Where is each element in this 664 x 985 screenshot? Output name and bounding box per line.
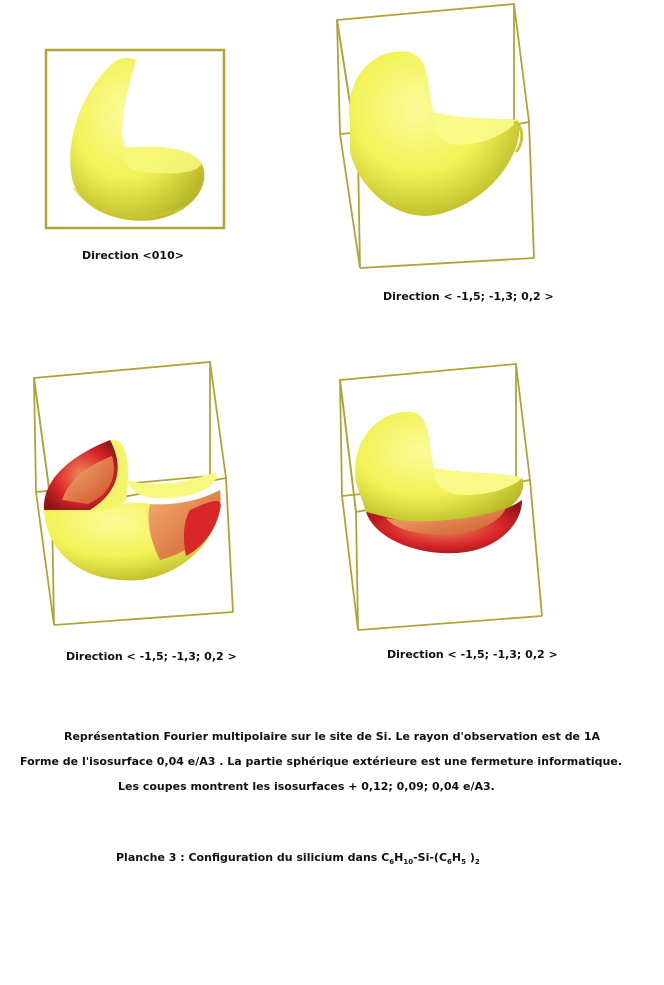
- caption-figure-2: Direction < -1,5; -1,3; 0,2 >: [383, 290, 554, 303]
- caption-figure-1: Direction <010>: [82, 249, 184, 262]
- description-line-3: Les coupes montrent les isosurfaces + 0,12; 0,09; 0,04 e/A3.: [118, 780, 495, 793]
- description-line-1: Représentation Fourier multipolaire sur le site de Si. Le rayon d'observation est de 1A: [64, 730, 601, 743]
- isosurface-shape: [355, 412, 523, 553]
- chemical-formula: $C_6H_{10}-Si-(C_6H_5$ )$_2$: [381, 851, 480, 866]
- description-line-2: Forme de l'isosurface 0,04 e/A3 . La partie sphérique extérieure est une fermeture informatique.: [20, 755, 623, 768]
- figure-direction-oblique-3: [336, 362, 546, 632]
- figure-direction-oblique-1: [330, 2, 545, 274]
- isosurface-shape: [70, 58, 204, 221]
- plate-label: Planche 3 : Configuration du silicium dans: [116, 851, 378, 864]
- plate-caption: [116, 851, 480, 866]
- isosurface-shape: [349, 52, 522, 216]
- caption-figure-4: Direction < -1,5; -1,3; 0,2 >: [387, 648, 558, 661]
- isosurface-shape: [44, 440, 221, 581]
- figure-direction-010: [44, 48, 228, 232]
- figure-direction-oblique-2: [30, 360, 240, 630]
- caption-figure-3: Direction < -1,5; -1,3; 0,2 >: [66, 650, 237, 663]
